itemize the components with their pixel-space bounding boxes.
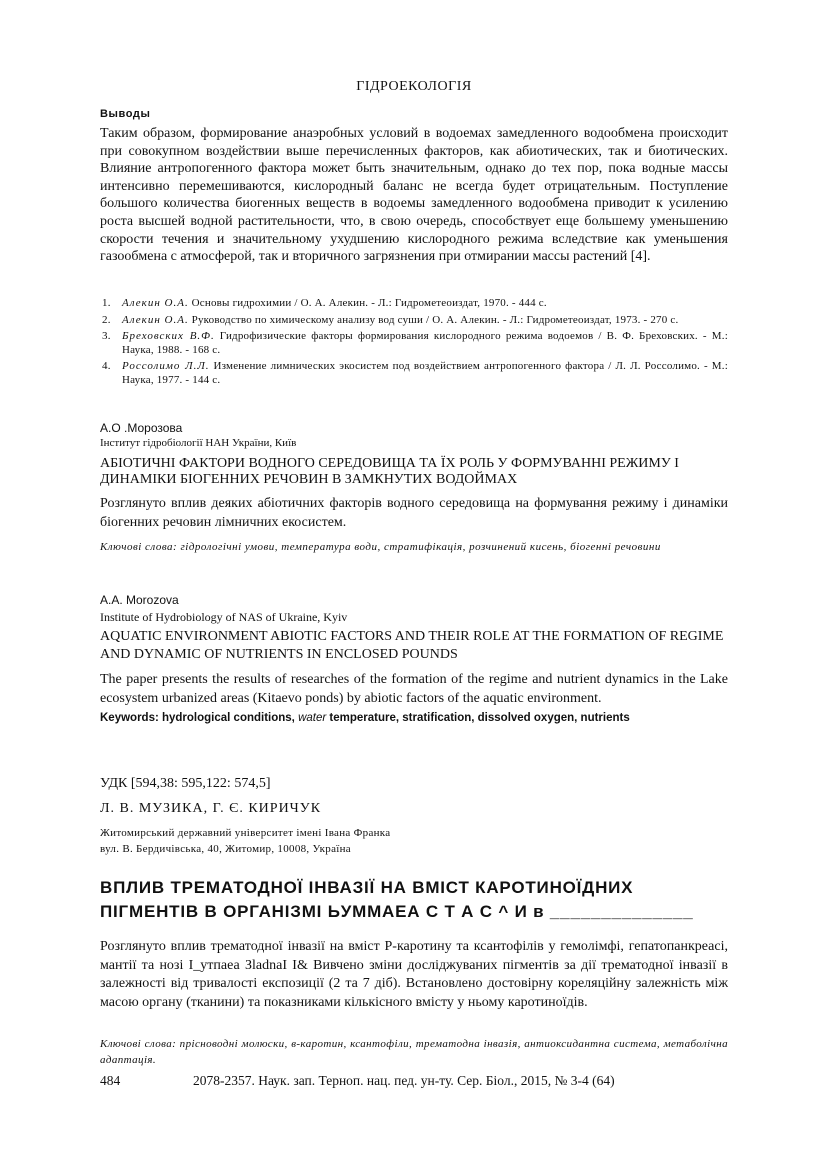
reference-number: 2.: [102, 313, 111, 326]
conclusions-title: Выводы: [100, 108, 151, 120]
ua-title: АБІОТИЧНІ ФАКТОРИ ВОДНОГО СЕРЕДОВИЩА ТА ЇХ РОЛЬ У ФОРМУВАННІ РЕЖИМУ І ДИНАМІКИ БІОГЕННИХ РЕЧОВИН В ЗАМКНУТИХ ВОДОЙМАХ: [100, 456, 679, 487]
ua-abstract: Розглянуто вплив деяких абіотичних факторів водного середовища на формування режиму і динаміки біогенних речовин лімничних екосистем.: [100, 496, 728, 530]
article-authors: Л. В. МУЗИКА, Г. Є. КИРИЧУК: [100, 801, 322, 816]
reference-number: 1.: [102, 297, 111, 309]
article-title-line: ПІГМЕНТІВ В ОРГАНІЗМІ ЬУММАЕА С Т А С ^ И в ______________: [100, 902, 694, 921]
en-keywords: [100, 712, 728, 724]
ua-author: А.О .Морозова: [100, 421, 183, 435]
udk-code: УДК [594,38: 595,122: 574,5]: [100, 776, 271, 791]
reference-item: [100, 360, 728, 387]
reference-text: Основы гидрохимии / О. А. Алекин. - Л.: Гидрометеоиздат, 1970. - 444 с.: [188, 297, 547, 309]
section-header: ГІДРОЕКОЛОГІЯ: [356, 79, 472, 94]
reference-author: Россолимо Л.Л.: [122, 360, 210, 373]
affiliation-line: вул. В. Бердичівська, 40, Житомир, 10008, Україна: [100, 843, 351, 855]
reference-text: Гидрофизические факторы формирования кислородного режима водоемов / В. Ф. Бреховских. - М.: Наука, 1988. - 168 с.: [122, 330, 728, 356]
en-keywords-post: temperature, stratification, dissolved oxygen, nutrients: [326, 712, 630, 724]
affiliation-line: Житомирський державний університет імені Івана Франка: [100, 827, 391, 839]
conclusions-text: Таким образом, формирование анаэробных условий в водоемах замедленного водообмена происходит при совокупном воздействии выше перечисленных факторов, как абиотических, так и биотических. Влияние антропогенного фактора может быть значительным, однако до тех пор, пока водные массы интенсивно перемешиваются, кислородный баланс не всегда будет отрицательным. Поступление большого количества биогенных веществ в водоемы замедленного водообмена приводит к усилению роста высшей водной растительности, что, в свою очередь, способствует еще большему уменьшению скорости течения и значительному ухудшению кислородного режима вследствие как уменьшения газообмена с атмосферой, так и вторичного загрязнения при отмирании массы растений [4].: [100, 126, 728, 265]
en-keywords-italic: water: [298, 712, 327, 724]
ua-institution: Інститут гідробіології НАН України, Київ: [100, 437, 297, 449]
article-title-line: ВПЛИВ ТРЕМАТОДНОЇ ІНВАЗІЇ НА ВМІСТ КАРОТИНОЇДНИХ: [100, 878, 634, 897]
reference-number: 3.: [102, 330, 111, 343]
reference-number: 4.: [102, 360, 111, 373]
article-keywords: Ключові слова: прісноводні молюски, в-каротин, ксантофіли, трематодна інвазія, антиоксидантна система, метаболічна адаптація.: [100, 1038, 728, 1066]
article-abstract: Розглянуто вплив трематодної інвазії на вміст Р-каротину та ксантофілів у гемолімфі, гепатопанкреасі, мантії та нозі І_утпаеа ЗladnaI I& Вивчено зміни досліджуваних пігментів за дії трематодної інвазії в залежності від тривалості експозиції (2 та 7 діб). Встановлено достовірну кореляційну залежність між масою органу (тканини) та показниками кількісного вмісту у ньому каротиноїдів.: [100, 939, 728, 1010]
article-affiliation: [100, 825, 390, 857]
reference-text: Руководство по химическому анализу вод суши / О. А. Алекин. - Л.: Гидрометеоиздат, 1973. - 270 с.: [188, 313, 679, 326]
article-title: [100, 876, 728, 924]
reference-text: Изменение лимнических экосистем под воздействием антропогенного фактора / Л. Л. Россолимо. - М.: Наука, 1977. - 144 с.: [122, 360, 728, 386]
journal-citation: 2078-2357. Наук. зап. Терноп. нац. пед. ун-ту. Сер. Біол., 2015, № 3-4 (64): [193, 1073, 615, 1088]
reference-author: Бреховских В.Ф.: [122, 330, 215, 343]
reference-author: Алекин О.А.: [122, 297, 189, 309]
en-institution: Institute of Hydrobiology of NAS of Ukraine, Kyiv: [100, 610, 348, 624]
en-author: A.A. Morozova: [100, 593, 179, 607]
reference-item: [100, 297, 728, 311]
references-list: [100, 297, 728, 391]
en-keywords-pre: Keywords: hydrological conditions,: [100, 712, 299, 724]
page-number: 484: [100, 1073, 121, 1088]
reference-author: Алекин О.А.: [122, 313, 189, 326]
en-abstract: The paper presents the results of researches of the formation of the regime and nutrient dynamics in the Lake ecosystem urbanized areas (Kitaevo ponds) by abiotic factors of the aquatic environment.: [100, 672, 728, 706]
reference-item: [100, 314, 728, 328]
ua-keywords: Ключові слова: гідрологічні умови, температура води, стратифікація, розчинений кисень, біогенні речовини: [100, 541, 661, 553]
en-title: AQUATIC ENVIRONMENT ABIOTIC FACTORS AND THEIR ROLE AT THE FORMATION OF REGIME AND DYNAMIC OF NUTRIENTS IN ENCLOSED POUNDS: [100, 629, 724, 662]
reference-item: [100, 330, 728, 357]
